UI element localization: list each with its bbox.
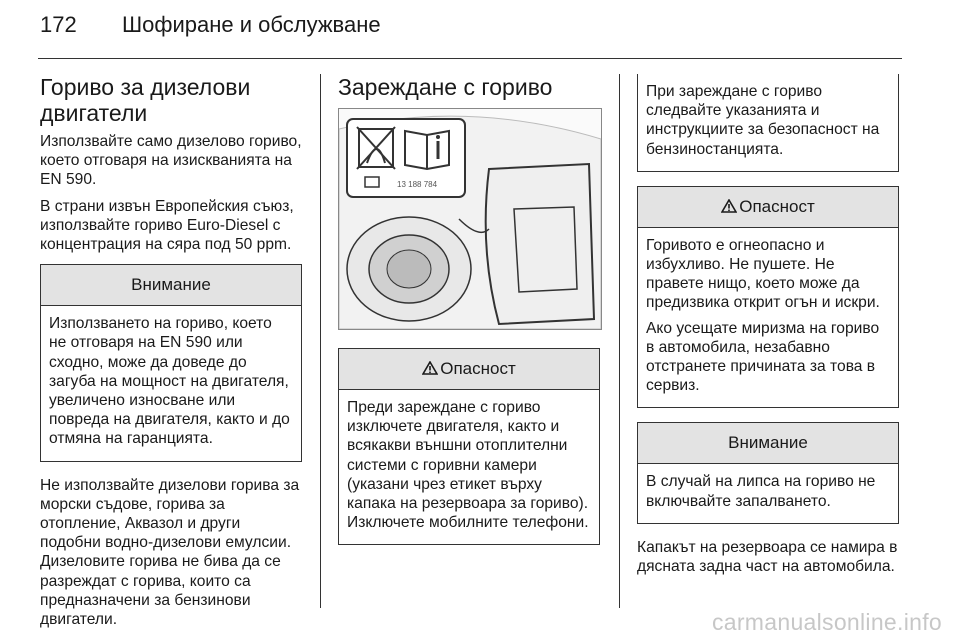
column-middle [338, 58, 600, 555]
instruction-box [637, 74, 899, 172]
watermark: carmanualsonline.info [711, 609, 942, 635]
section-title-refueling: Зареждане с гориво [338, 74, 553, 100]
danger-box [637, 186, 899, 409]
fuel-door-illustration [338, 108, 602, 330]
notice-text: В случай на липса на гориво не включвайте запалването. [646, 473, 876, 510]
fuel-flap [486, 164, 594, 324]
fuel-door-drawing [339, 109, 601, 329]
column-left [40, 58, 302, 636]
notice-heading: Внимание [638, 423, 898, 464]
section-title-diesel: Гориво за дизелови двигатели [40, 74, 251, 126]
warning-triangle-icon [721, 199, 737, 213]
paragraph: Използвайте само дизелово гориво, което отговаря на изискванията на EN 590. [40, 133, 302, 189]
column-divider [619, 74, 620, 608]
notice-box [40, 264, 302, 461]
danger-text: Преди зареждане с гориво изключете двигателя, както и всякакви външни отоплителни системи с горивни камери (указани чрез етикет върху капака на резервоара за гориво). Изключете мобилните телефони. [347, 399, 589, 532]
instruction-text: При зареждане с гориво следвайте указанията и инструкциите за безопасност на бензиностанцията. [646, 83, 880, 158]
notice-text: Използването на гориво, което не отговаря на EN 590 или сходно, може да доведе до загуба на мощност на двигателя, увеличено износване или повреда на двигателя, както и до отмяна на гаранцията. [49, 315, 290, 448]
danger-heading: Опасност [638, 187, 898, 228]
column-right [637, 58, 899, 583]
notice-box [637, 422, 899, 523]
column-divider [320, 74, 321, 608]
notice-heading: Внимание [41, 265, 301, 306]
illustration-code: 13 188 784 [397, 180, 438, 189]
paragraph: Капакът на резервоара се намира в дясната задна част на автомобила. [637, 538, 898, 576]
paragraph: В страни извън Европейския съюз, използвайте гориво Euro-Diesel с концентрация на сяра под 50 ppm. [40, 197, 294, 254]
danger-text: Ако усещате миризма на гориво в автомобила, незабавно отстранете причината за това в сервиз. [646, 319, 880, 395]
page-header [40, 12, 381, 48]
danger-text: Горивото е огнеопасно и избухливо. Не пушете. Не правете нищо, което може да предизвика открит огън и искри. [646, 236, 880, 312]
warning-triangle-icon [422, 361, 438, 375]
danger-heading: Опасност [339, 349, 599, 390]
chapter-title: Шофиране и обслужване [122, 12, 381, 37]
page-number: 172 [40, 12, 77, 37]
paragraph: Не използвайте дизелови горива за морски съдове, горива за отопление, Аквазол и други подобни водно-дизелови емулсии. Дизеловите горива не бива да се разреждат с горива, които са предназначени за бензинови двигатели. [40, 476, 300, 629]
danger-box [338, 348, 600, 545]
